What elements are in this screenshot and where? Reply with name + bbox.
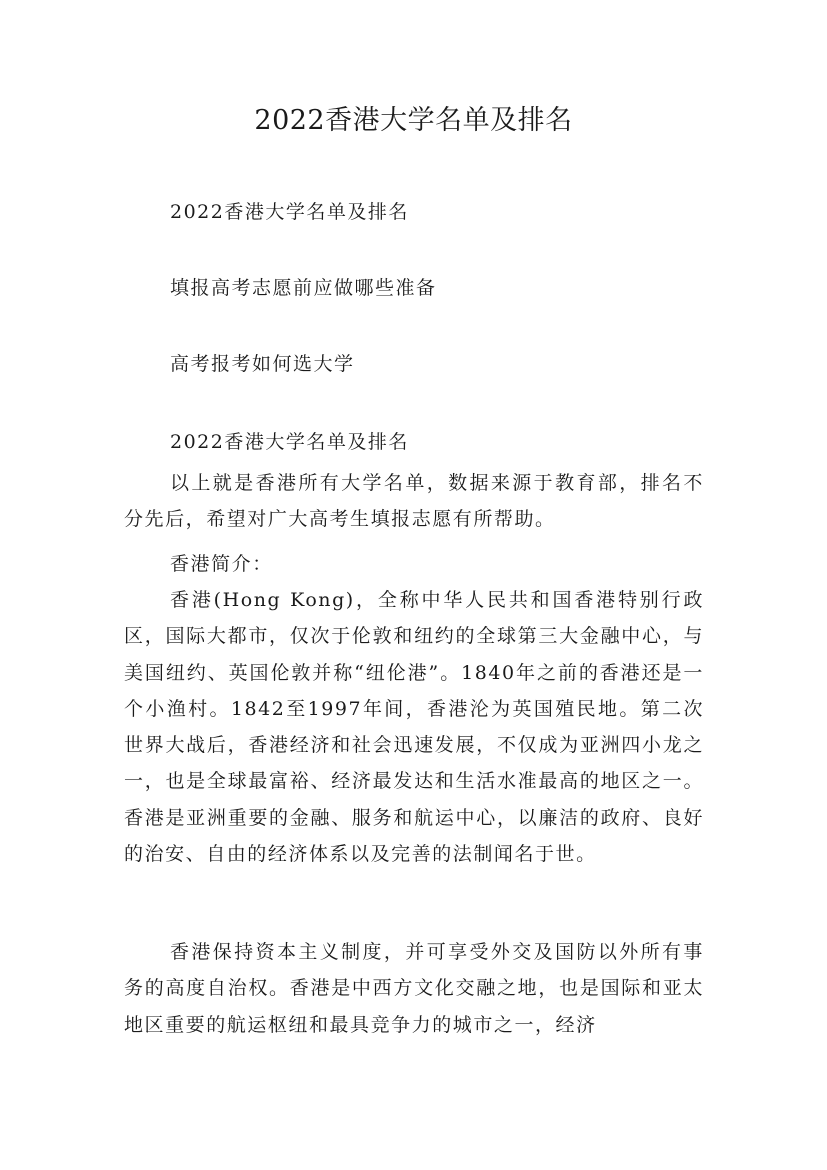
- body-paragraph: 以上就是香港所有大学名单，数据来源于教育部，排名不分先后，希望对广大高考生填报志愿有所帮助。: [124, 472, 704, 531]
- body-paragraph: 香港(Hong Kong)，全称中华人民共和国香港特别行政区，国际大都市，仅次于伦敦和纽约的全球第三大金融中心，与美国纽约、英国伦敦并称“纽伦港”。1840年之前的香港还是一个小渔村。1842至1997年间，香港沦为英国殖民地。第二次世界大战后，香港经济和社会迅速发展，不仅成为亚洲四小龙之一，也是全球最富裕、经济最发达和生活水准最高的地区之一。香港是亚洲重要的金融、服务和航运中心，以廉洁的政府、良好的治安、自由的经济体系以及完善的法制闻名于世。: [124, 589, 704, 866]
- document-title: 2022香港大学名单及排名: [254, 105, 573, 136]
- section-label: 香港简介：: [170, 553, 273, 575]
- body-paragraph: 香港保持资本主义制度，并可享受外交及国防以外所有事务的高度自治权。香港是中西方文化交融之地，也是国际和亚太地区重要的航运枢纽和最具竞争力的城市之一，经济: [124, 941, 704, 1036]
- toc-item: 高考报考如何选大学: [170, 353, 355, 375]
- toc-item: 填报高考志愿前应做哪些准备: [170, 277, 437, 299]
- toc-item: 2022香港大学名单及排名: [170, 201, 409, 223]
- section-heading: 2022香港大学名单及排名: [170, 431, 409, 453]
